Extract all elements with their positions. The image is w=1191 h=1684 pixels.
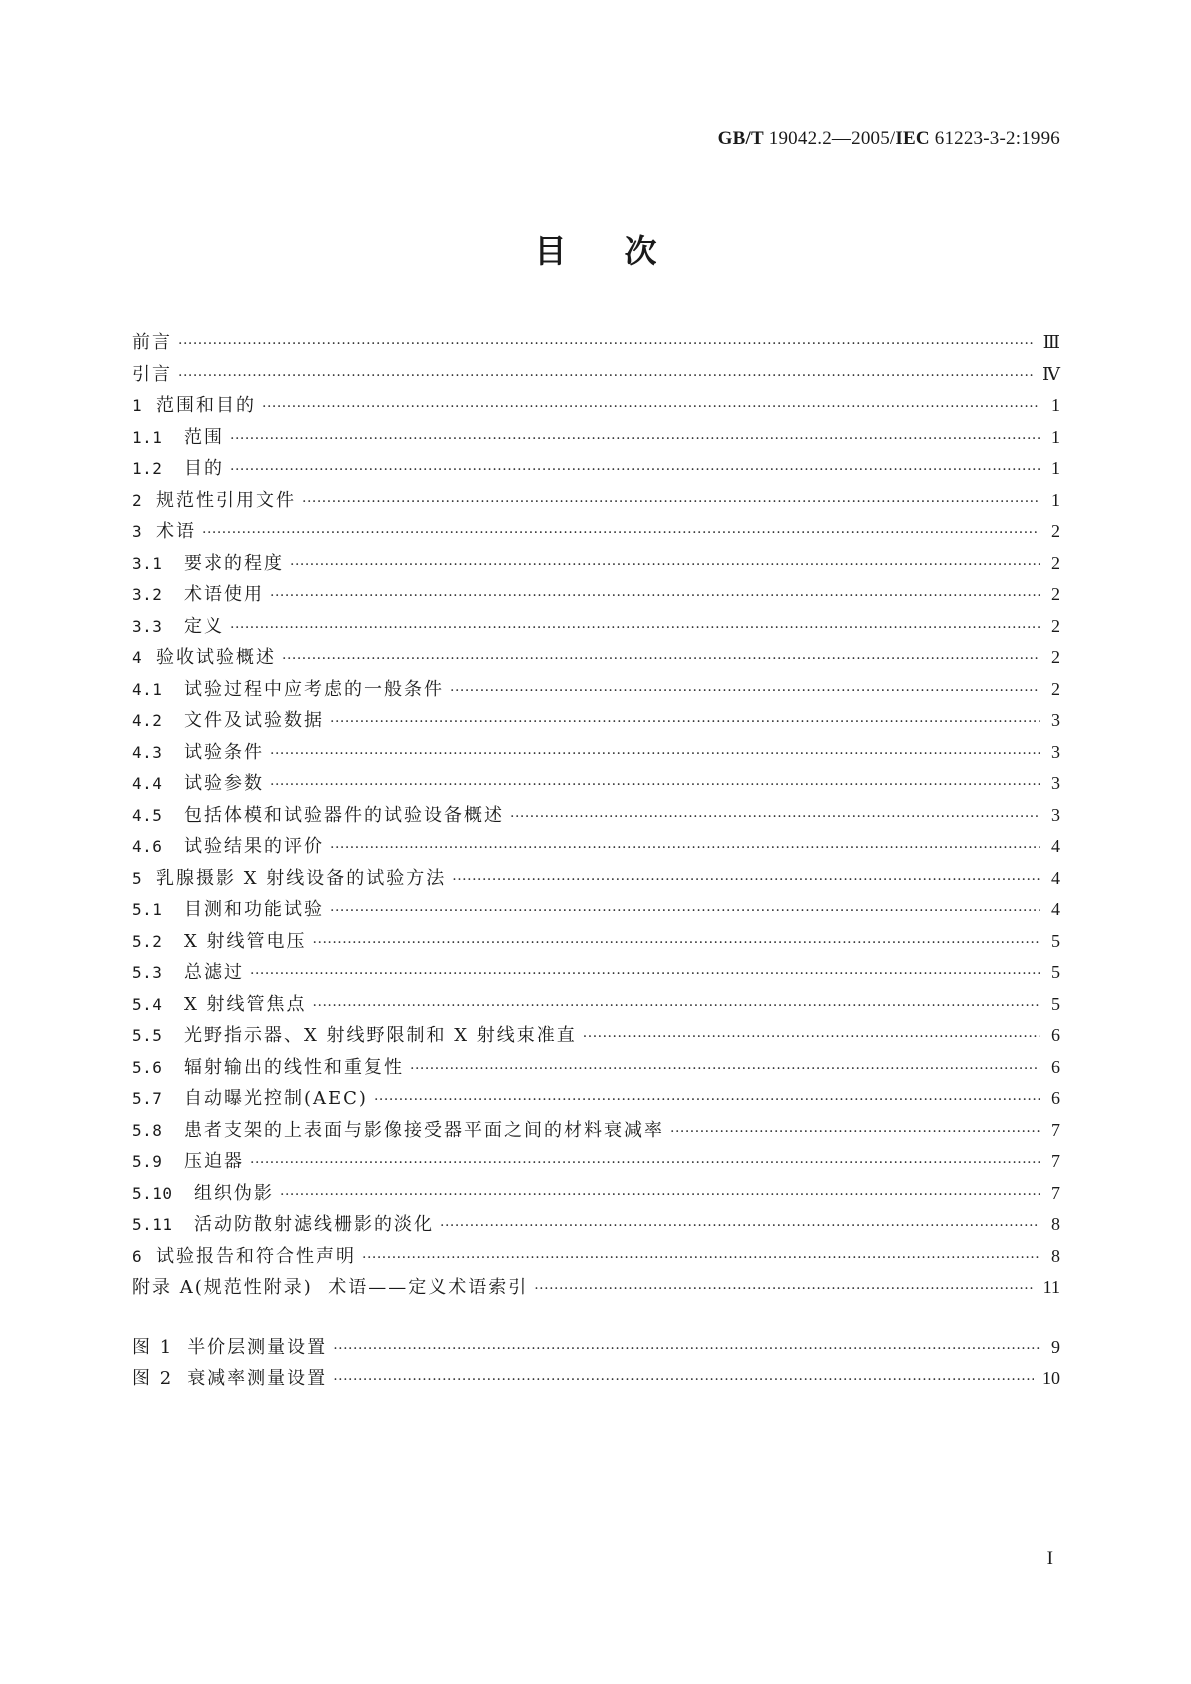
toc-entry-page: 2 (1051, 615, 1060, 636)
toc-entry-3-1[interactable] (132, 548, 1060, 580)
toc-entry-number: 5.4 (132, 994, 163, 1014)
toc-entry-page: 8 (1051, 1214, 1060, 1234)
toc-entry-label: 要求的程度 (184, 552, 284, 574)
toc-entry-number: 4.1 (132, 679, 163, 699)
toc-entry-label: 自动曝光控制(AEC) (184, 1088, 368, 1109)
toc-entry-label: 辐射输出的线性和重复性 (184, 1056, 404, 1078)
toc-entry-label: 附录 A(规范性附录) 术语——定义术语索引 (132, 1277, 529, 1298)
toc-entry-3[interactable] (132, 516, 1060, 548)
leader-dots (452, 865, 1040, 897)
standard-code-suffix: 61223-3-2:1996 (929, 128, 1060, 149)
leader-dots (202, 518, 1040, 550)
toc-entry-label: 试验结果的评价 (184, 836, 324, 857)
leader-dots (290, 550, 1040, 582)
toc-entry-5-2[interactable] (132, 926, 1060, 958)
standard-code-number: 19042.2—2005/ (763, 128, 896, 149)
figure-entry-label: 衰减率测量设置 (187, 1368, 328, 1389)
page-title-part2: 次 (624, 232, 657, 270)
toc-entry-page: 6 (1051, 1056, 1060, 1077)
toc-entry-page: 3 (1051, 710, 1060, 730)
leader-dots (178, 361, 1034, 393)
toc-entry-number: 5 (132, 868, 143, 888)
toc-entry-5-10[interactable] (132, 1178, 1060, 1210)
toc-entry-number: 2 (132, 490, 143, 510)
leader-dots (410, 1054, 1040, 1086)
toc-entry-number: 1.2 (132, 459, 163, 478)
toc-entry-4-2[interactable] (132, 705, 1060, 737)
toc-entry-page: 2 (1051, 521, 1060, 541)
standard-code (718, 128, 1060, 150)
toc-entry-label: 患者支架的上表面与影像接受器平面之间的材料衰减率 (184, 1119, 664, 1141)
leader-dots (670, 1117, 1040, 1149)
toc-entry-number: 5.10 (132, 1183, 173, 1203)
toc-entry-label: 文件及试验数据 (184, 710, 324, 731)
toc-entry-5-3[interactable] (132, 957, 1060, 989)
leader-dots (280, 1180, 1040, 1212)
toc-entry-page: 3 (1051, 773, 1060, 793)
toc-entry-3-2[interactable] (132, 579, 1060, 611)
toc-entry-label: 范围和目的 (156, 395, 256, 416)
figure-entry-page: 9 (1051, 1336, 1060, 1357)
toc-entry-4-6[interactable] (132, 831, 1060, 863)
toc-entry-5-11[interactable] (132, 1209, 1060, 1241)
toc-entry-label: 引言 (132, 363, 172, 385)
toc-entry-5-5[interactable] (132, 1020, 1060, 1052)
toc-entry-label: 压迫器 (184, 1151, 244, 1172)
toc-entry-page: 5 (1051, 962, 1060, 982)
toc-entry-page: 1 (1051, 458, 1060, 478)
toc-entry-number: 5.8 (132, 1120, 163, 1140)
toc-entry-1[interactable] (132, 390, 1060, 422)
toc-entry-page: 7 (1051, 1119, 1060, 1140)
leader-dots (440, 1211, 1040, 1243)
leader-dots (510, 802, 1040, 834)
leader-dots (313, 928, 1040, 960)
toc-entry-page: 3 (1051, 804, 1060, 825)
toc-entry-label: 试验条件 (184, 741, 264, 763)
toc-entry-introduction[interactable] (132, 359, 1060, 391)
toc-entry-label: 活动防散射滤线栅影的淡化 (194, 1214, 434, 1235)
toc-entry-page: 6 (1051, 1088, 1060, 1108)
leader-dots (178, 329, 1035, 361)
leader-dots (262, 392, 1040, 424)
toc-entry-number: 4 (132, 648, 143, 667)
toc-entry-5-7[interactable] (132, 1083, 1060, 1115)
toc-entry-label: 试验参数 (184, 773, 264, 794)
toc-entry-label: 总滤过 (184, 962, 244, 983)
toc-entry-page: 2 (1051, 552, 1060, 573)
toc-entry-label: 乳腺摄影 X 射线设备的试验方法 (156, 867, 447, 889)
leader-dots (374, 1085, 1040, 1117)
toc-entry-4-4[interactable] (132, 768, 1060, 800)
figure-entry-number: 图 2 (132, 1368, 174, 1389)
toc-entry-page: 7 (1051, 1182, 1060, 1203)
leader-dots (534, 1274, 1034, 1306)
toc-entry-1-1[interactable] (132, 422, 1060, 454)
toc-entry-number: 5.3 (132, 963, 163, 982)
leader-dots (313, 991, 1040, 1023)
leader-dots (282, 644, 1040, 676)
figure-entry-number: 图 1 (132, 1336, 174, 1358)
standard-code-iec: IEC (895, 128, 930, 149)
leader-dots (230, 455, 1040, 487)
toc-entry-number: 4.5 (132, 805, 163, 825)
toc-entry-label: 术语 (156, 521, 196, 542)
toc-entry-page: 7 (1051, 1151, 1060, 1171)
toc-entry-page: 8 (1051, 1245, 1060, 1266)
toc-entry-page: 6 (1051, 1025, 1060, 1045)
toc-entry-5[interactable] (132, 863, 1060, 895)
figure-entry-2[interactable] (132, 1363, 1060, 1395)
toc-entry-5-8[interactable] (132, 1115, 1060, 1147)
toc-entry-number: 5.6 (132, 1057, 163, 1077)
toc-entry-page: 2 (1051, 678, 1060, 699)
toc-entry-label: 前言 (132, 332, 172, 353)
toc-entry-page: Ⅳ (1042, 363, 1060, 384)
toc-entry-label: 组织伪影 (194, 1182, 274, 1204)
toc-entry-5-1[interactable] (132, 894, 1060, 926)
toc-entry-number: 5.7 (132, 1089, 163, 1108)
toc-entry-label: 试验报告和符合性声明 (156, 1245, 356, 1267)
page-title-part1: 目 (534, 232, 567, 270)
toc-entry-label: X 射线管焦点 (184, 993, 307, 1015)
toc-entry-number: 1.1 (132, 427, 163, 447)
toc-entry-label: 光野指示器、X 射线野限制和 X 射线束准直 (184, 1025, 577, 1046)
leader-dots (330, 896, 1040, 928)
toc-entry-number: 3.1 (132, 553, 163, 573)
toc-entry-page: 2 (1051, 647, 1060, 667)
toc-entry-label: 定义 (184, 615, 224, 637)
leader-dots (333, 1365, 1034, 1397)
toc-entry-4[interactable] (132, 642, 1060, 674)
standard-code-prefix: GB/T (717, 128, 764, 149)
figure-entry-1[interactable] (132, 1332, 1060, 1364)
toc-entry-number: 3 (132, 522, 143, 541)
leader-dots (270, 739, 1040, 771)
toc-entry-number: 5.2 (132, 931, 163, 951)
toc-entry-number: 5.5 (132, 1026, 163, 1045)
leader-dots (333, 1334, 1040, 1366)
toc-entry-page: 4 (1051, 899, 1060, 919)
toc-entry-number: 5.9 (132, 1152, 163, 1171)
toc-entry-number: 6 (132, 1246, 143, 1266)
toc-entry-label: 验收试验概述 (156, 647, 276, 668)
toc-entry-number: 1 (132, 396, 143, 415)
toc-entry-3-3[interactable] (132, 611, 1060, 643)
toc-entry-page: Ⅲ (1042, 332, 1060, 352)
toc-entry-4-5[interactable] (132, 800, 1060, 832)
toc-entry-page: 11 (1042, 1277, 1060, 1297)
toc-entry-number: 4.6 (132, 837, 163, 856)
toc-entry-page: 4 (1051, 867, 1060, 888)
leader-dots (230, 613, 1040, 645)
toc-entry-label: X 射线管电压 (184, 930, 307, 952)
toc-entry-1-2[interactable] (132, 453, 1060, 485)
toc-entry-6[interactable] (132, 1241, 1060, 1273)
toc-entry-appendix-a[interactable] (132, 1272, 1060, 1304)
toc-entry-page: 3 (1051, 741, 1060, 762)
table-of-contents (132, 327, 1060, 1395)
leader-dots (583, 1022, 1040, 1054)
toc-entry-label: 目的 (184, 458, 224, 479)
toc-entry-4-1[interactable] (132, 674, 1060, 706)
toc-entry-number: 4.3 (132, 742, 163, 762)
toc-entry-4-3[interactable] (132, 737, 1060, 769)
toc-entry-number: 5.1 (132, 900, 163, 919)
toc-entry-page: 5 (1051, 993, 1060, 1014)
toc-entry-label: 试验过程中应考虑的一般条件 (184, 678, 444, 700)
toc-entry-page: 1 (1051, 426, 1060, 447)
leader-dots (250, 959, 1040, 991)
leader-dots (362, 1243, 1040, 1275)
leader-dots (450, 676, 1040, 708)
figure-entry-label: 半价层测量设置 (187, 1336, 328, 1358)
toc-entry-5-4[interactable] (132, 989, 1060, 1021)
toc-entry-number: 3.3 (132, 616, 163, 636)
leader-dots (250, 1148, 1040, 1180)
toc-entry-page: 1 (1051, 489, 1060, 510)
toc-entry-label: 目测和功能试验 (184, 899, 324, 920)
toc-entry-preface[interactable] (132, 327, 1060, 359)
toc-entry-page: 5 (1051, 930, 1060, 951)
toc-entry-label: 术语使用 (184, 584, 264, 605)
toc-entry-page: 1 (1051, 395, 1060, 415)
section-gap (132, 1304, 1060, 1332)
toc-entry-number: 4.4 (132, 774, 163, 793)
leader-dots (230, 424, 1040, 456)
toc-entry-5-6[interactable] (132, 1052, 1060, 1084)
toc-entry-label: 规范性引用文件 (156, 489, 296, 511)
leader-dots (302, 487, 1040, 519)
leader-dots (270, 770, 1040, 802)
page-number: I (1046, 1548, 1053, 1569)
toc-entry-2[interactable] (132, 485, 1060, 517)
leader-dots (330, 707, 1040, 739)
leader-dots (270, 581, 1040, 613)
leader-dots (330, 833, 1040, 865)
toc-entry-number: 4.2 (132, 711, 163, 730)
toc-entry-number: 5.11 (132, 1215, 173, 1234)
toc-entry-page: 4 (1051, 836, 1060, 856)
toc-entry-5-9[interactable] (132, 1146, 1060, 1178)
figure-entry-page: 10 (1042, 1368, 1060, 1388)
toc-entry-number: 3.2 (132, 585, 163, 604)
toc-entry-label: 范围 (184, 426, 224, 448)
toc-entry-page: 2 (1051, 584, 1060, 604)
toc-entry-label: 包括体模和试验器件的试验设备概述 (184, 804, 504, 826)
page-title (0, 226, 1191, 272)
